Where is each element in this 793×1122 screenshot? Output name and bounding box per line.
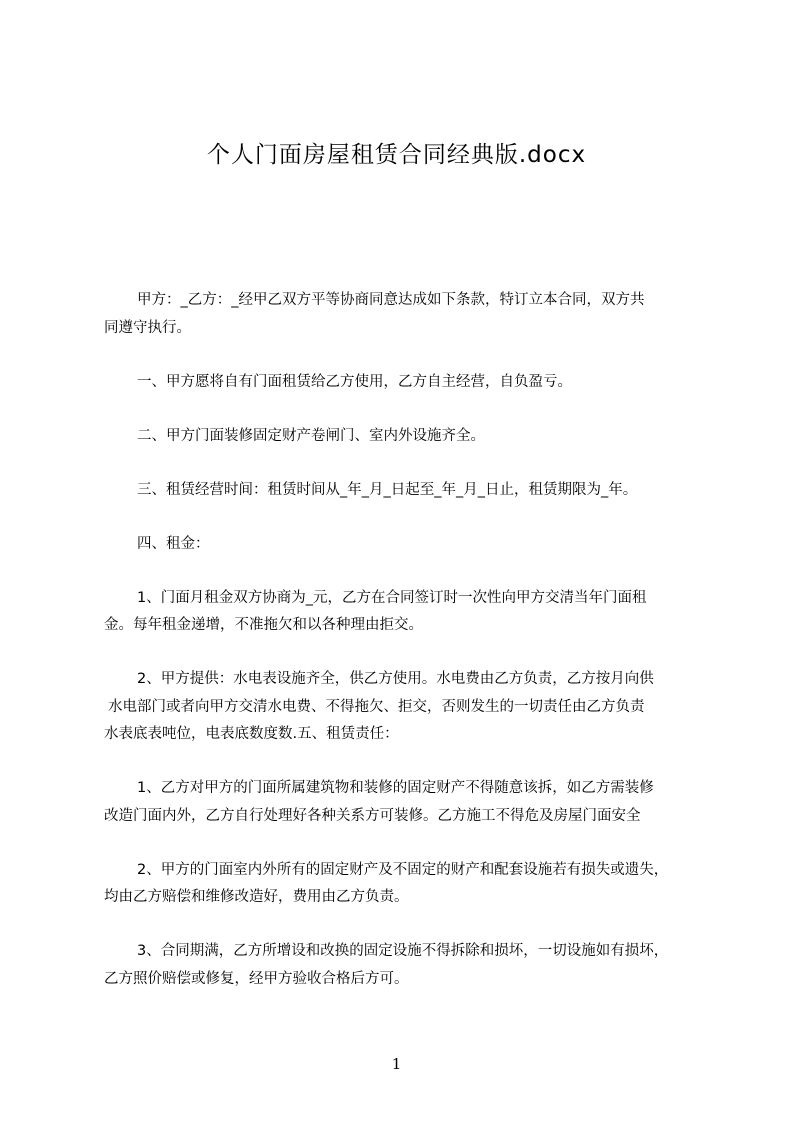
paragraph-clause-1 <box>104 369 704 397</box>
paragraph-liability-3 <box>104 938 704 993</box>
paragraph-line: 二、甲方门面装修固定财产卷闸门、室内外设施齐全。 <box>137 427 485 444</box>
paragraph-line: 一、甲方愿将自有门面租赁给乙方使用，乙方自主经营，自负盈亏。 <box>137 373 572 390</box>
paragraph-line: 三、租赁经营时间：租赁时间从_年_月_日起至_年_月_日止，租赁期限为_年。 <box>137 481 638 498</box>
paragraph-line: 甲方：_乙方：_经甲乙双方平等协商同意达成如下条款，特订立本合同，双方共 <box>137 292 645 308</box>
paragraph-line: 均由乙方赔偿和维修改造好，费用由乙方负责。 <box>104 889 409 905</box>
paragraph-line: 乙方照价赔偿或修复，经甲方验收合格后方可。 <box>104 970 409 987</box>
paragraph-line: 同遵守执行。 <box>104 319 191 336</box>
page-number: 1 <box>391 1055 402 1073</box>
paragraph-line: 2、甲方提供：水电表设施齐全，供乙方使用。水电费由乙方负责，乙方按月向供 <box>137 671 654 687</box>
paragraph-liability-1 <box>104 775 704 830</box>
paragraph-liability-2 <box>104 857 704 912</box>
paragraph-line: 3、合同期满，乙方所增设和改换的固定设施不得拆除和损坏，一切设施如有损坏， <box>137 943 669 959</box>
document-body <box>104 287 704 1020</box>
paragraph-line: 水电部门或者向甲方交清水电费、不得拖欠、拒交，否则发生的一切责任由乙方负责 <box>108 698 645 715</box>
paragraph-rent-1 <box>104 585 704 640</box>
paragraph-line: 1、乙方对甲方的门面所属建筑物和装修的固定财产不得随意该拆，如乙方需装修 <box>137 780 654 796</box>
paragraph-line: 改造门面内外，乙方自行处理好各种关系方可装修。乙方施工不得危及房屋门面安全 <box>104 807 641 824</box>
paragraph-clause-3 <box>104 477 704 505</box>
paragraph-clause-2 <box>104 423 704 451</box>
paragraph-clause-4-heading <box>104 531 704 559</box>
paragraph-line: 金。每年租金递增，不准拖欠和以各种理由拒交。 <box>104 617 423 633</box>
document-title: 个人门面房屋租赁合同经典版.docx <box>206 142 587 168</box>
paragraph-rent-2 <box>104 666 704 749</box>
paragraph-line: 水表底表吨位，电表底数度数.五、租赁责任： <box>104 726 399 742</box>
paragraph-line: 2、甲方的门面室内外所有的固定财产及不固定的财产和配套设施若有损失或遗失， <box>137 861 669 878</box>
paragraph-parties <box>104 287 704 342</box>
paragraph-line: 四、租金： <box>137 535 210 552</box>
paragraph-line: 1、门面月租金双方协商为_元，乙方在合同签订时一次性向甲方交清当年门面租 <box>137 589 647 606</box>
